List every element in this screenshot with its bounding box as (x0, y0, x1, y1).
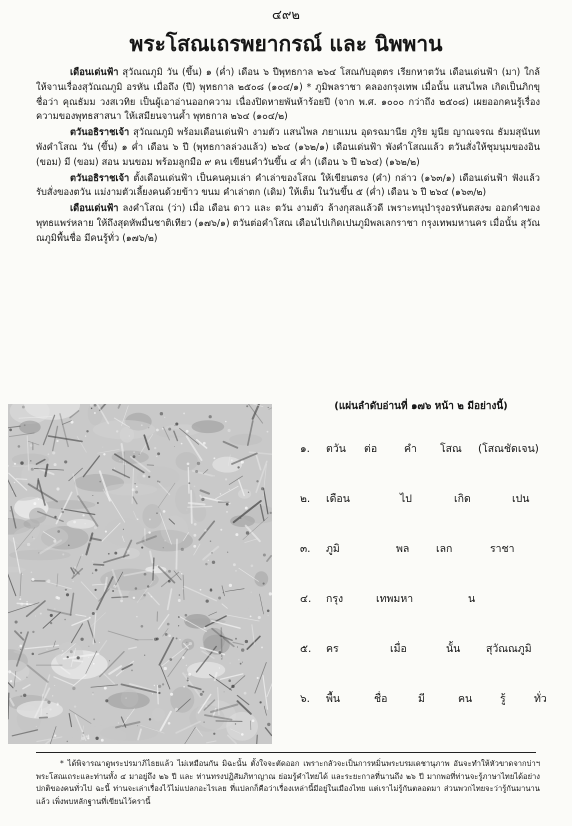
line-number: ๔. (300, 593, 312, 605)
paragraph (36, 66, 540, 125)
paragraph-text: ลงคำโสณ (ว่า) เมื่อ เดือน ดาว และ ตวัน งามตัว ล้างกุสลแล้วดี เพราะทนุบำรุงอรหันตสงฆ ออกคำของพุทธแพร่หลาย ให้ถึงสุดหัพมื่นชาติเทียว (๑๗๖/๑) ตวันต่อคำโสณ เดือนไปเกิดเปนภูมิพลเลกราชา กรุงเทพมหานคร เมื่อนั้น สุวัณณภูมิพื้นชื่อ มีคนรู้ทั่ว (๑๗๖/๒) (36, 203, 540, 244)
paragraph (36, 126, 540, 170)
line-word: เลก (436, 543, 453, 555)
line-word: เทพมหา (376, 593, 414, 605)
inscription-line (300, 690, 560, 740)
line-word: เกิด (454, 493, 471, 505)
page-number: ๔๙๒ (272, 8, 300, 23)
line-word: (โสณชัดเจน) (478, 443, 539, 455)
line-word: ไป (400, 493, 412, 505)
inscription-line (300, 440, 560, 490)
line-word: ชื่อ (374, 693, 388, 705)
inscription-photo (8, 404, 272, 744)
plate-caption: (แผ่นลำดับอ่านที่ ๑๗๖ หน้า ๒ มีอย่างนี้) (334, 401, 508, 412)
line-word: มี (418, 693, 425, 705)
line-number: ๕. (300, 643, 312, 655)
line-word: โสณ (440, 443, 462, 455)
line-number: ๒. (300, 493, 311, 505)
inscription-reading (300, 440, 560, 740)
inscription-texture (8, 404, 272, 744)
paragraph-lead: เดือนเด่นฟ้า (70, 203, 119, 215)
inscription-line (300, 540, 560, 590)
line-number: ๑. (300, 443, 311, 455)
paragraph-lead: ตวันอธิราชเจ้า (70, 127, 130, 139)
paragraph-text: สุวัณณภูมิ พร้อมเดือนเด่นฟ้า งามตัว แสนไพล ภยาแมน อุดรฉมานีย ภูริย มูนีย ญาณจรณ ธัมมสุนันท พังคำโสณ วัน (ขึ้น) ๑ ค่ำ เดือน ๖ ปี (พุทธกาลล่วงแล้ว) ๒๖๔ (๑๖๒/๑) เดือนเด่นฟ้า พังคำโสณแล้ว ตวันสั่งให้ชุมนุมของอิน (ขอม) มี (ขอม) สอน มนขอม พร้อมลูกมือ ๙ คน เขียนคำวันขึ้น ๔ ค่ำ (เดือน ๖ ปี ๒๖๔) (๑๖๒/๒) (36, 127, 540, 168)
line-word: คำ (404, 443, 417, 455)
inscription-line (300, 640, 560, 690)
line-word: สุวัณณภูมิ (486, 643, 532, 655)
paragraph-lead: เดือนเด่นฟ้า (70, 67, 119, 78)
paragraph (36, 172, 540, 202)
paragraph-text: สุวัณณภูมิ วัน (ขึ้น) ๑ (ค่ำ) เดือน ๖ ปีพุทธกาล ๒๖๔ โสณกับอุตตร เรียกหาตวัน เดือนเด่นฟ้า (มา) ใกล้ ให้จานเรื่องสุวัณณภูมิ อรหัน เมื่อถึง (ปี) พุทธกาล ๒๕๐๘ (๑๐๔/๑) * ภูมิพลราชา คลองกรุงเทพ เมื่อนั้น แสนไพล เกิดเป็นภิกขุชื่อว่า คุณธัมม วงสเวทิย เป็นผู้เอาอ่านออกความ เนื่องปิดหายพันห้าร้อยปี (จาก พ.ศ. ๑๐๐๐ กว่าถึง ๒๕๐๘) เผยออกคนรู้เรื่องความของพุทธสาสนา ให้เสมียนจานค้ำ พุทธกาล ๒๖๔ (๑๐๔/๒) (36, 67, 540, 123)
line-word: ภูมิ (326, 543, 340, 555)
paragraph (36, 202, 540, 246)
line-word: ต่อ (364, 443, 378, 455)
line-number: ๓. (300, 543, 311, 555)
line-word: คน (458, 693, 473, 705)
paragraph-text: ตั้งเดือนเด่นฟ้า เป็นคนคุมเล่า คำเล่าของโสณ ให้เขียนตรง (คำ) กล่าว (๑๖๓/๑) เดือนเด่นฟ้า ฟังแล้ว รับสั่งของตวัน แม่งามตัวเลี้ยงคนด้วยข้าว ขนม คำเล่าตก (เดิม) ให้เต็ม ในวันขึ้น ๕ (ค่ำ) เดือน ๖ ปี ๒๖๔ (๑๖๓/๒) (36, 172, 540, 199)
inscription-line (300, 590, 560, 640)
line-word: กรุง (326, 593, 344, 605)
line-word: ทั่ว (534, 693, 547, 705)
footnote-divider (36, 752, 536, 753)
body-text (36, 66, 540, 248)
line-word: ราชา (490, 543, 515, 555)
line-word: ตวัน (326, 443, 346, 455)
inscription-line (300, 490, 560, 540)
line-word: นั้น (446, 643, 461, 655)
line-word: เปน (512, 493, 530, 505)
paragraph-lead: ตวันอธิราชเจ้า (70, 172, 130, 184)
line-word: เมื่อ (390, 643, 407, 655)
line-word: พื้น (326, 693, 341, 705)
footnote: * ได้พิจารณาดูพระปรมาภิไธยแล้ว ไม่เหมือนกัน มิฉะนั้น ตั้งใจจะตัดออก เพราะกลัวจะเป็นการหมิ่นพระบรมเดชานุภาพ อันจะทำให้หัวขาดจากบ่าฯ พระโสณเถระและท่านทั้ง ๔ มาอยู่ถึง ๒๖ ปี และ ท่านทรงปฏิสัมภิทาญาณ ย่อมรู้คำไทยได้ และระยะกาลที่นานถึง ๒๖ ปี มากพอที่ท่านจะรู้ภาษาไทยได้อย่างปกติของคนทั่วไป ฉะนี้ ท่านจะเล่าเรื่องไว้ไม่แปลกอะไรเลย ที่แปลกก็คือว่าเรื่องเหล่านี้มีอยู่ในเมืองไทย แต่เราไม่รู้กันตลอดมา ส่วนพวกไทยจะว่ารู้กันมานานแล้ว เพิ่งพบหลักฐานที่เขียนไว้ครานี้ (36, 759, 540, 806)
line-word: รู้ (500, 693, 506, 705)
line-number: ๖. (300, 693, 311, 705)
line-word: คร (326, 643, 339, 655)
page-title: พระโสณเถรพยากรณ์ และ นิพพาน (129, 32, 443, 56)
line-word: น (468, 593, 476, 605)
line-word: เดือน (326, 493, 350, 505)
line-word: พล (396, 543, 410, 555)
